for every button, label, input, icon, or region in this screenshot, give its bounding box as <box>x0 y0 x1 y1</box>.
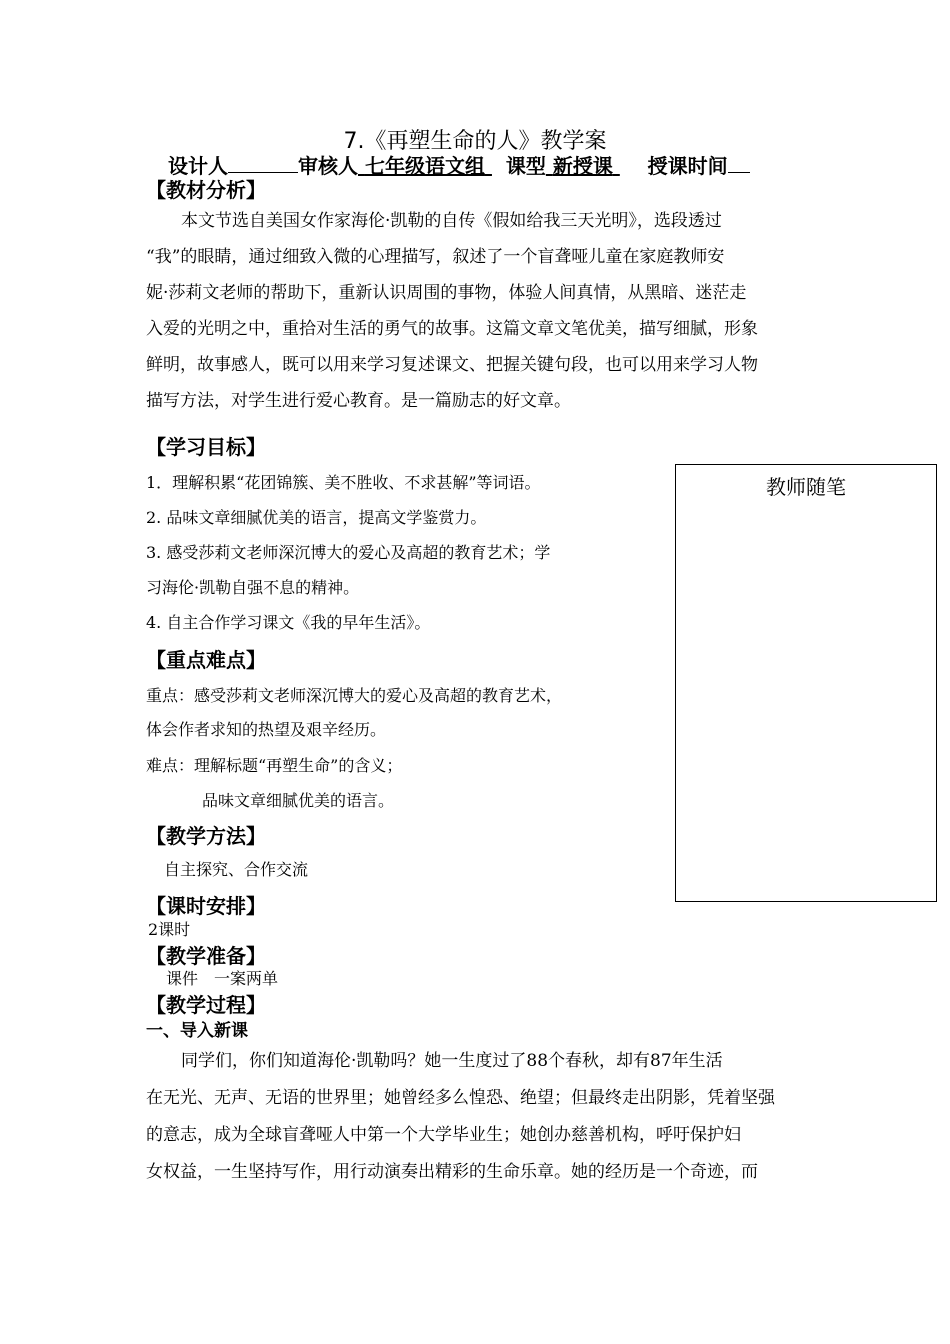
analysis-line-3: 妮·莎莉文老师的帮助下，重新认识周围的事物，体验人间真情，从黑暗、迷茫走 <box>146 283 747 303</box>
prep-text: 课件 一案两单 <box>166 969 279 988</box>
analysis-line-6: 描写方法，对学生进行爱心教育。是一篇励志的好文章。 <box>146 391 571 411</box>
teacher-notes-title: 教师随笔 <box>766 475 846 499</box>
keypoint-focus: 重点：感受莎莉文老师深沉博大的爱心及高超的教育艺术， <box>146 686 563 705</box>
process-subheading: 一、导入新课 <box>146 1021 248 1041</box>
method-heading: 【教学方法】 <box>146 824 266 848</box>
process-heading: 【教学过程】 <box>146 993 266 1017</box>
teacher-notes-box <box>675 464 937 902</box>
type-value: 新授课 <box>552 154 613 178</box>
keypoints-heading: 【重点难点】 <box>146 648 266 672</box>
keypoint-difficulty: 难点：理解标题“再塑生命”的含义； <box>146 756 403 775</box>
process-line-2: 在无光、无声、无语的世界里；她曾经多么惶恐、绝望；但最终走出阴影，凭着坚强 <box>146 1088 775 1108</box>
goal-3-cont: 习海伦·凯勒自强不息的精神。 <box>146 578 360 597</box>
time-label: 授课时间 <box>647 154 728 178</box>
goal-1: 1．理解积累“花团锦簇、美不胜收、不求甚解”等词语。 <box>146 473 541 492</box>
time-blank <box>728 154 750 173</box>
process-line-4: 女权益，一生坚持写作，用行动演奏出精彩的生命乐章。她的经历是一个奇迹，而 <box>146 1162 758 1182</box>
goal-3: 3. 感受莎莉文老师深沉博大的爱心及高超的教育艺术；学 <box>146 543 551 562</box>
goal-2: 2. 品味文章细腻优美的语言，提高文学鉴赏力。 <box>146 508 487 527</box>
process-line-3: 的意志，成为全球盲聋哑人中第一个大学毕业生；她创办慈善机构，呼吁保护妇 <box>146 1125 741 1145</box>
reviewer-value: 七年级语文组 <box>364 154 485 178</box>
analysis-line-1: 本文节选自美国女作家海伦·凯勒的自传《假如给我三天光明》，选段透过 <box>181 211 722 231</box>
keypoint-focus-cont: 体会作者求知的热望及艰辛经历。 <box>146 720 387 739</box>
analysis-line-5: 鲜明，故事感人，既可以用来学习复述课文、把握关键句段，也可以用来学习人物 <box>146 355 758 375</box>
type-label: 课型 <box>505 154 546 178</box>
document-title: 7.《再塑生命的人》教学案 <box>343 129 607 154</box>
designer-label: 设计人 <box>168 154 228 178</box>
goals-heading: 【学习目标】 <box>146 435 266 459</box>
schedule-heading: 【课时安排】 <box>146 894 266 918</box>
designer-blank <box>228 154 298 173</box>
analysis-line-4: 入爱的光明之中，重拾对生活的勇气的故事。这篇文章文笔优美，描写细腻，形象 <box>146 319 758 339</box>
process-line-1: 同学们，你们知道海伦·凯勒吗？她一生度过了88个春秋，却有87年生活 <box>181 1051 723 1071</box>
analysis-heading: 【教材分析】 <box>146 178 266 202</box>
method-text: 自主探究、合作交流 <box>164 860 309 879</box>
prep-heading: 【教学准备】 <box>146 944 266 968</box>
goal-4: 4. 自主合作学习课文《我的早年生活》。 <box>146 613 431 632</box>
analysis-line-2: “我”的眼睛，通过细致入微的心理描写，叙述了一个盲聋哑儿童在家庭教师安 <box>146 247 725 267</box>
keypoint-difficulty-cont: 品味文章细腻优美的语言。 <box>202 791 395 810</box>
schedule-text: 2课时 <box>148 920 191 939</box>
reviewer-label: 审核人 <box>298 154 358 178</box>
